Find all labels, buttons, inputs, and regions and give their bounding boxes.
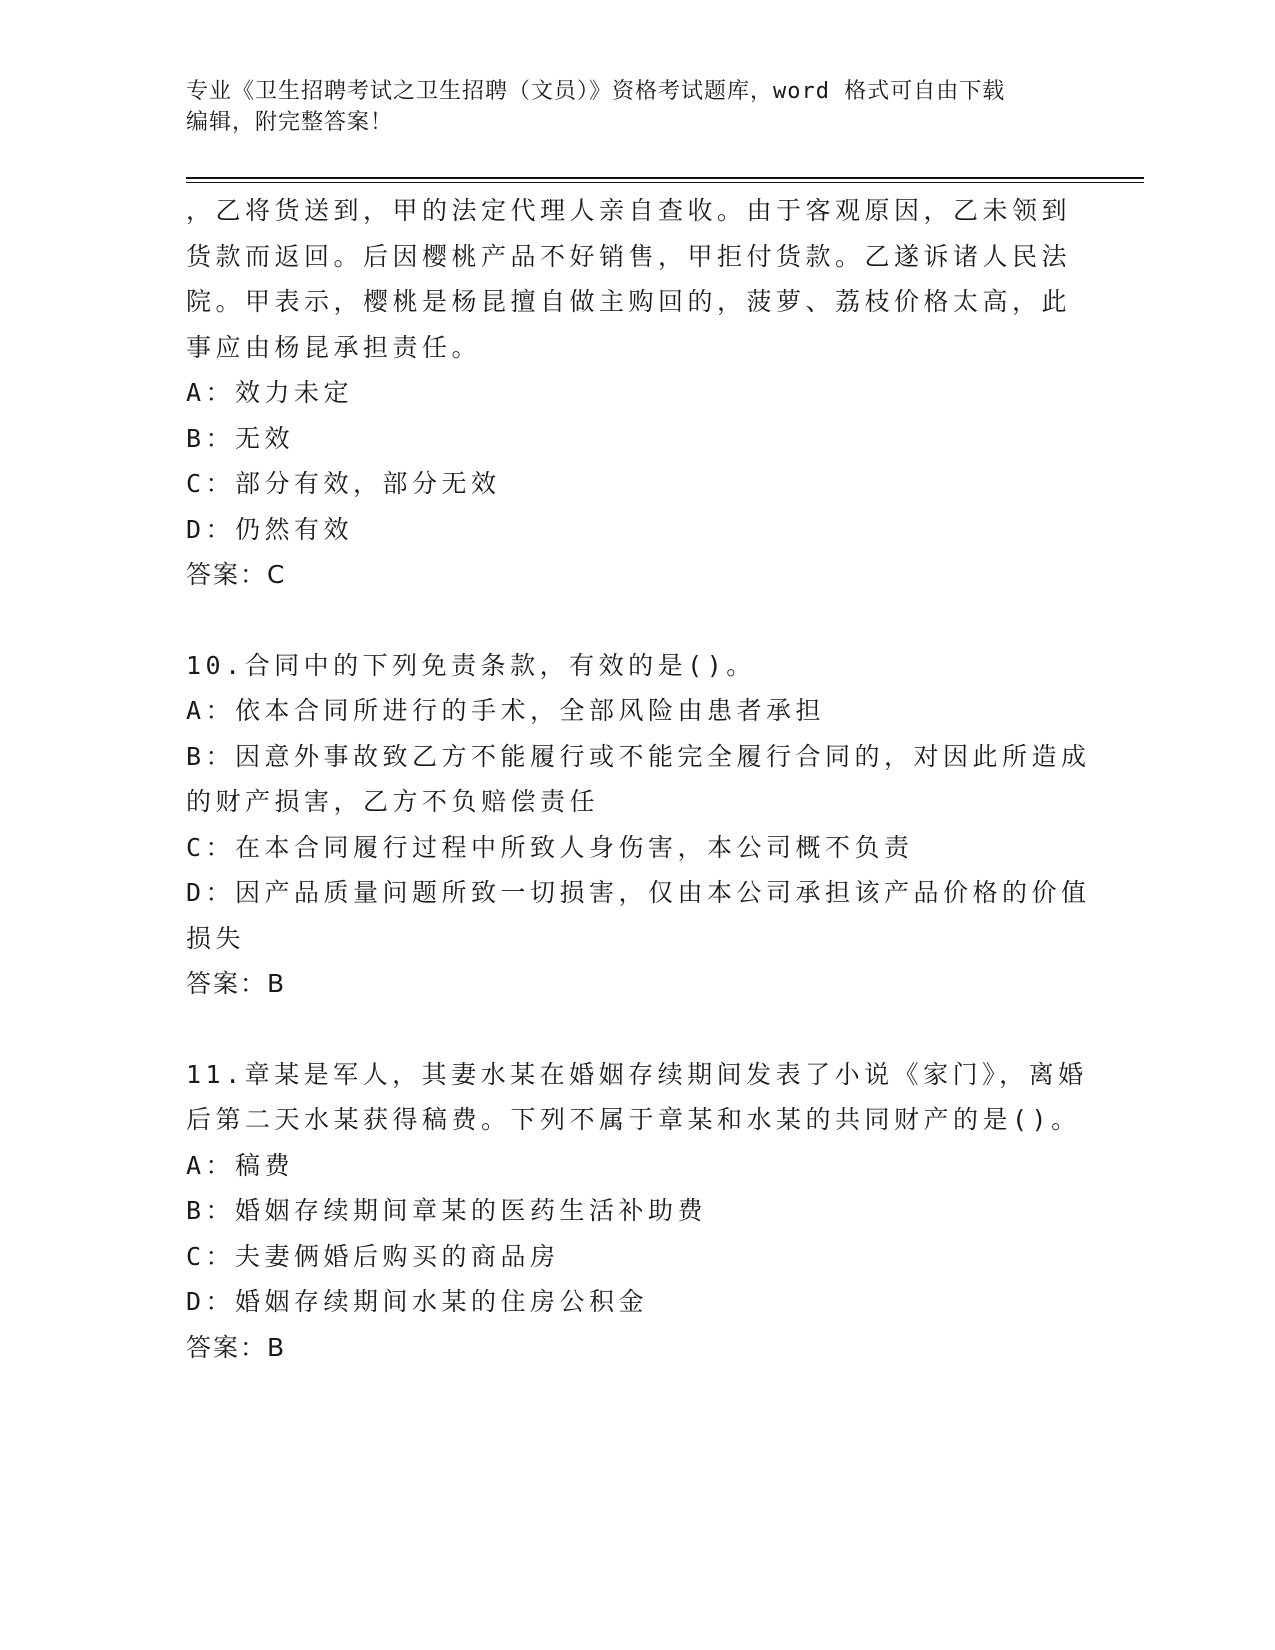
question-stem-line: 院。甲表示，樱桃是杨昆擅自做主购回的，菠萝、荔枝价格太高，此 xyxy=(186,287,1072,316)
question-stem-line: 11.章某是军人，其妻水某在婚姻存续期间发表了小说《家门》，离婚 xyxy=(186,1059,1088,1089)
option-b: B：无效 xyxy=(186,423,295,453)
question-10 xyxy=(186,643,1091,1007)
option-a: A：依本合同所进行的手术，全部风险由患者承担 xyxy=(186,696,826,725)
option-c: C：部分有效，部分无效 xyxy=(186,469,501,498)
option-d-continued: 损失 xyxy=(186,923,246,953)
option-d: D：婚姻存续期间水某的住房公积金 xyxy=(186,1287,649,1316)
option-d: D：仍然有效 xyxy=(186,514,354,544)
option-b: B：婚姻存续期间章某的医药生活补助费 xyxy=(186,1196,708,1225)
question-spacer xyxy=(186,1007,1086,1052)
question-stem-line: 事应由杨昆承担责任。 xyxy=(186,332,482,362)
header-line-1: 专业《卫生招聘考试之卫生招聘（文员）》资格考试题库，word 格式可自由下载 xyxy=(186,79,1006,104)
header-divider-thin xyxy=(186,182,1144,183)
option-c: C：夫妻俩婚后购买的商品房 xyxy=(186,1241,560,1271)
option-a: A：效力未定 xyxy=(186,378,354,407)
document-header xyxy=(186,76,1066,138)
question-stem-line: 货款而返回。后因樱桃产品不好销售，甲拒付货款。乙遂诉诸人民法 xyxy=(186,241,1072,271)
option-c: C：在本合同履行过程中所致人身伤害，本公司概不负责 xyxy=(186,832,914,862)
answer-label: 答案：B xyxy=(186,969,287,998)
question-stem-line: 10.合同中的下列免责条款，有效的是()。 xyxy=(186,650,756,680)
option-b-continued: 的财产损害，乙方不负赔偿责任 xyxy=(186,787,600,816)
answer-label: 答案：B xyxy=(186,1332,287,1362)
question-stem-line: ，乙将货送到，甲的法定代理人亲自查收。由于客观原因，乙未领到 xyxy=(186,196,1072,225)
option-b: B：因意外事故致乙方不能履行或不能完全履行合同的，对因此所造成 xyxy=(186,741,1091,771)
option-a: A：稿费 xyxy=(186,1150,295,1180)
question-spacer xyxy=(186,598,1086,643)
question-9 xyxy=(186,188,1086,598)
header-divider-thick xyxy=(186,177,1144,179)
question-11 xyxy=(186,1052,1086,1371)
question-stem-line: 后第二天水某获得稿费。下列不属于章某和水某的共同财产的是()。 xyxy=(186,1105,1081,1134)
question-content xyxy=(186,188,1091,1370)
answer-label: 答案：C xyxy=(186,560,287,589)
option-d: D：因产品质量问题所致一切损害，仅由本公司承担该产品价格的价值 xyxy=(186,878,1091,907)
header-line-2: 编辑，附完整答案！ xyxy=(186,110,394,135)
